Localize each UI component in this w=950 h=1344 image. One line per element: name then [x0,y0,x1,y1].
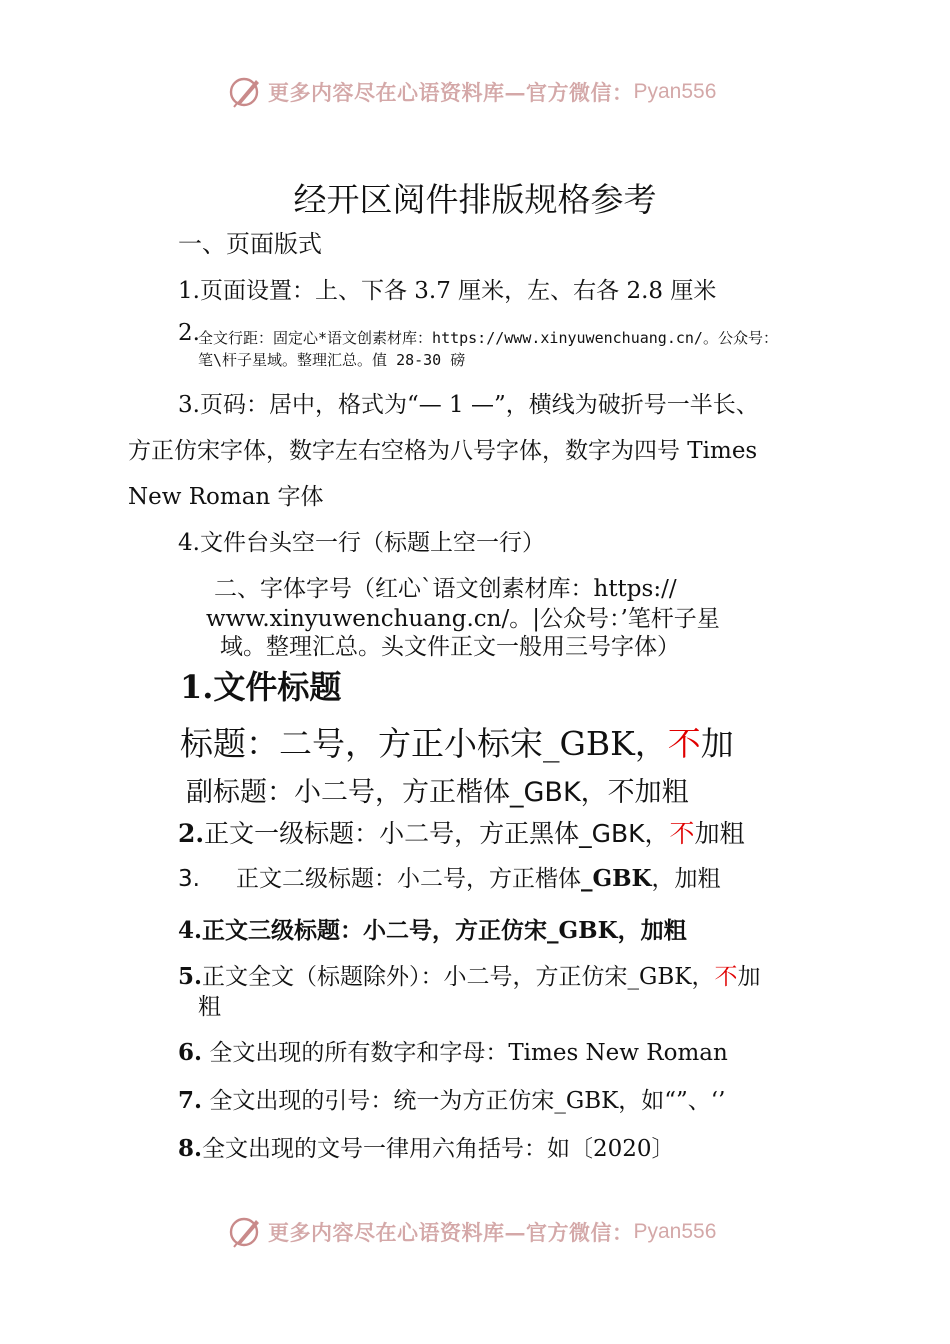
quill-logo-icon [228,1214,264,1250]
spec7-num: 7. [178,1087,203,1114]
spec-level1-heading [178,814,745,850]
watermark-bottom [228,1212,716,1252]
spec-document-number [178,1130,675,1163]
spec8-num: 8. [178,1135,203,1162]
spec6-num: 6. [178,1039,203,1066]
spec-title [180,718,734,765]
spec-subtitle: 副标题：小二号，方正楷体_GBK，不加粗 [186,777,689,808]
spec5-num: 5. [178,963,203,990]
spec-level3-heading [178,912,687,945]
quill-logo-icon [228,74,264,110]
spec4-b: _GBK [547,917,618,944]
spec2-a: 正文一级标题：小二号，方正黑体 [204,819,580,848]
spec2-red: 不 [669,819,695,848]
spec-title-a: 标题：二号，方正小标宋 [180,724,543,763]
spec-numbers-letters [178,1034,728,1067]
spec8-text: 全文出现的文号一律用六角括号：如〔2020〕 [202,1136,675,1162]
section-heading-fonts-line2: www.xinyuwenchuang.cn/。|公众号：’笔杆子星 [206,606,720,632]
spec4-a: 正文三级标题：小二号，方正仿宋 [202,918,548,944]
heading-document-title-spec [180,662,341,708]
spec-level2-heading [178,860,721,893]
item-page-setup: 1.页面设置：上、下各 3.7 厘米，左、右各 2.8 厘米 [178,278,717,304]
item-header-spacing: 4.文件台头空一行（标题上空一行） [178,530,545,556]
item-line-spacing-line1: 全文行距：固定心*语文创素材库：https://www.xinyuwenchuang.cn/。公众号： [198,329,778,347]
watermark-wechat: Pyan556 [633,80,717,103]
spec-body-text [178,958,760,991]
section-heading-fonts-line1: 二、字体字号（红心`语文创素材库：https:// [214,576,677,602]
heading-number: 1. [180,668,214,706]
watermark-top [228,72,716,112]
section-heading-page-layout: 一、页面版式 [178,230,322,258]
document-title: 经开区阅件排版规格参考 [293,180,657,219]
spec4-c: ，加粗 [617,918,687,944]
spec4-num: 4. [178,917,203,944]
spec-title-b: _GBK， [543,724,668,763]
spec-title-red: 不 [667,724,701,763]
watermark-wechat: Pyan556 [633,1220,717,1243]
spec2-num: 2. [178,819,205,848]
spec2-c: 加粗 [694,819,745,848]
heading-text: 文件标题 [213,668,342,706]
spec-quotes [178,1082,725,1115]
item-page-number-line2: 方正仿宋字体，数字左右空格为八号字体，数字为四号 Times [128,438,758,464]
spec2-b: _GBK， [579,819,670,848]
spec5-red: 不 [714,964,738,990]
watermark-text: 更多内容尽在心语资料库—官方微信： [268,1220,634,1245]
spec7-text: 全文出现的引号：统一为方正仿宋_GBK，如“”、‘’ [202,1088,726,1114]
watermark-text: 更多内容尽在心语资料库—官方微信： [268,80,634,105]
spec-title-c: 加 [700,724,734,763]
item-line-spacing-number: 2. [178,320,200,346]
item-page-number-line1: 3.页码：居中，格式为“— 1 —”，横线为破折号一半长、 [178,392,759,418]
spec6-text: 全文出现的所有数字和字母：Times New Roman [202,1040,728,1066]
spec3-a: 正文二级标题：小二号，方正楷体 [235,866,581,892]
spec-body-text-line2: 粗 [198,994,221,1020]
spec3-c: ，加粗 [651,866,721,892]
spec3-num: 3. [178,866,200,892]
spec5-c: 加 [737,964,761,990]
spec3-b: _GBK [580,865,652,892]
section-heading-fonts-line3: 域。整理汇总。头文件正文一般用三号字体） [220,634,680,660]
spec5-a: 正文全文（标题除外）：小二号，方正仿宋_GBK， [202,964,715,990]
item-page-number-line3: New Roman 字体 [128,484,324,510]
item-line-spacing-line2: 笔\杆子星域。整理汇总。值 28-30 磅 [198,351,466,369]
